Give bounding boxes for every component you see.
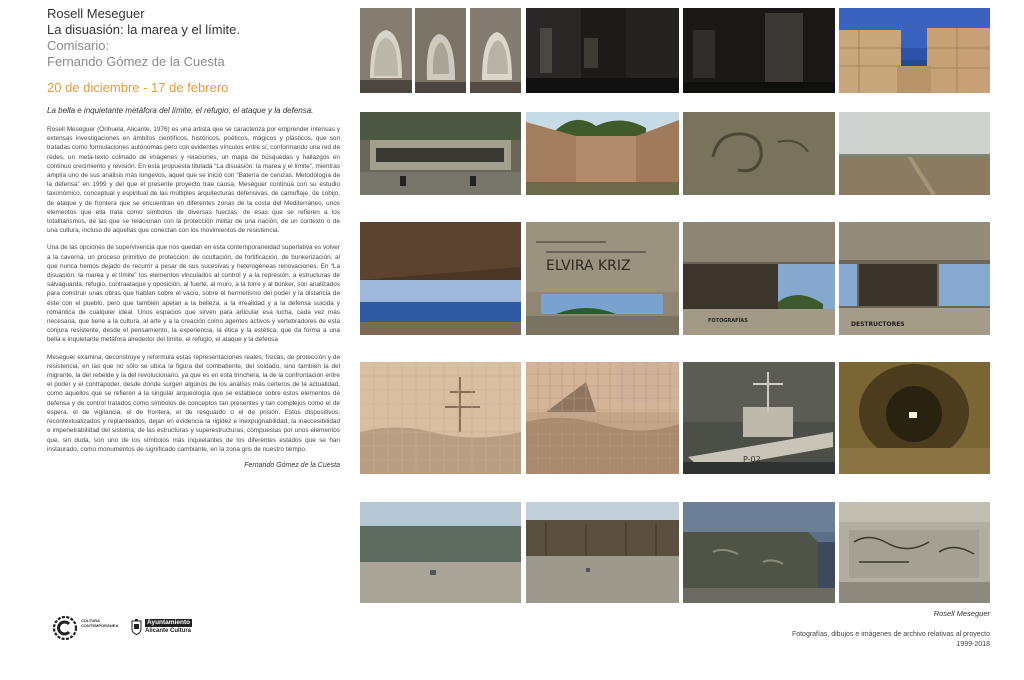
paragraph: Una de las opciones de supervivencia que nos quedan en esta contemporaneidad superlativa es volver a la caverna, un proceso primitivo de protección, de ocultación, de fortificación, de bunkerización, al que nunca hemos dejado de recurrir a pesar de sus sucesivas y heterogéneas renovaciones. En “La disuasión: la marea y el límite” los elementos vinculados al control y a la represión, a estructuras de salvaguarda, refugio, contraataque y oposición, al fuerte, al muro, a la torre y al búnker, son analizados para construir unas obras que hablan sobre el vacío, sobre el hermetismo del poder y la distancia de éste con el pueblo, pero que también apelan a la belleza, a la irrealidad y a la defensa suicida y romántica de cualquier ideal. Unos espacios que sirven para articular esa lucha, cada vez más necesaria, que tiene a la cultura, al arte y a la creación como agentes activos y vertebradores de esta conjura resistente, desde el pensamiento, la experiencia, la ética y la estética, que da forma a una bella e inquietante metáfora alrededor del límite, el refugio, el ataque y la defensa [47,244,340,344]
logos [47,612,247,648]
photo-tunnel-light [839,362,990,474]
photo-graffiti-window-2 [683,222,835,335]
photo-stone-walls-trees [526,112,679,195]
cultura-logo-text [81,618,118,628]
graffiti-text: ELVIRA KRIZ [546,258,631,274]
photo-bunker-window-2 [415,8,466,93]
photo-bunker-window-1 [360,8,412,93]
photo-warship [683,362,835,474]
ayuntamiento-text [145,619,192,635]
cultura-line2: CONTEMPORÁNEA [81,623,119,628]
ayuntamiento-line1: Ayuntamiento [147,619,191,626]
photo-bunker-window-3 [470,8,521,93]
photo-graffiti-window-3 [839,222,990,335]
photo-credits [792,609,990,650]
photo-wall-trench [360,112,521,195]
subtitle: La bella e inquietante metáfora del límite, el refugio, el ataque y la defensa. [47,106,314,115]
curator-name: Fernando Gómez de la Cuesta [47,54,225,69]
photo-coastal-plain [839,112,990,195]
photo-fortress-wall-2 [526,502,679,603]
exhibition-title: La disuasión: la marea y el límite. [47,22,240,37]
photo-drawing-ship-2 [526,362,679,474]
graffiti-text-3: DESTRUCTORES [851,321,905,328]
cultura-contemporanea-logo-icon [52,615,78,641]
credits-years: 1999-2018 [956,641,990,648]
photo-fortress-wall-1 [360,502,521,603]
artist-name: Rosell Meseguer [47,6,145,21]
photo-fortress-wall-3 [683,502,835,603]
curator-label: Comisario: [47,38,110,53]
photo-rock-carving [683,112,835,195]
credits-artist: Rosell Meseguer [933,609,990,618]
paragraph: Meseguer examina, deconstruye y reformula estas representaciones reales, físicas, de protección y de resistencia, en las que no sólo se ubica la figura del combatiente, del soldado, sino también la del migrante, la del rebelde y la del revolucionario, ya que es en esta trinchera, la de la confrontación entre el poder y el contrapoder, desde donde surgen algunos de los análisis más certeros de la actualidad, como aquellos que se refieren a la singular arqueología que se establece sobre estos elementos de defensa y de control tratados como símbolos de conceptos tan presentes y tan complejos como el de espera, el de vigilancia, el de frontera, el de resguardo o el de prisión. Estos dispositivos, recontextualizados y replanteados, dejan en evidencia la rigidez e inexpugnabilidad, la inaccesibilidad e impenetrabilidad del sistema, de las estructuras y superestructuras, compuestas por unos elementos que, sin duda, son uno de los símbolos más inquietantes de los diferentes estados que se han instaurado, como monumentos de significado cambiante, en la zona gris de nuestro tiempo. [47,353,340,453]
exhibition-dates: 20 de diciembre - 17 de febrero [47,80,229,95]
ayuntamiento-shield-icon [131,619,142,635]
photo-sea-through-bunker [360,222,521,335]
photo-drawing-ship-1 [360,362,521,474]
credits-description: Fotografías, dibujos e imágenes de archivo relativas al proyecto [791,631,990,638]
graffiti-text-2: FOTOGRAFÍAS [708,318,748,324]
ayuntamiento-logo [131,617,203,637]
photo-graffiti-wall-4 [839,502,990,603]
photo-battlement-sea [839,8,990,93]
photo-dark-tunnel [526,8,679,93]
ship-number: P-02 [743,455,761,464]
body-text [47,125,340,454]
signature: Fernando Gómez de la Cuesta [244,461,340,469]
ayuntamiento-line2: Alicante Cultura [145,628,192,634]
photo-graffiti-wall-1 [526,222,679,335]
cultura-line1: CULTURA [81,618,101,623]
photo-dark-corridor [683,8,835,93]
text-column [47,6,340,469]
paragraph: Rosell Meseguer (Orihuela, Alicante, 1976) es una artista que se caracteriza por emprender intensas y extensas investigaciones en ámbitos científicos, históricos, poéticos, mágicos y plásticos, que son tratadas como formulaciones autónomas pero con evidentes vínculos entre sí, conformando una red de redes, un meta-texto colmado de imágenes y relaciones, un mapa de búsquedas y hallazgos en continuo crecimiento y revisión. En esta propuesta titulada “La disuasión: la marea y el límite”, mientras amplía uno de sus análisis más longevos, aquel que se inició con “Batería de cenizas. Metodología de la defensa” en 1999 y del que el presente proyecto trae causa, Meseguer continúa con su estudio taxonómico, conceptual y espiritual de las múltiples arquitecturas defensivas, de camuflaje, de cobijo, de ataque y de frontera que se encuentran en diferentes zonas de la costa del Mediterráneo, unos elementos que ella trata como símbolos de diversas fuerzas: de esas que se refieren a los totalitarismos, de las que se relacionan con la protección militar de una nación, de un contexto o de una cultura, incluso de aquellas que conectan con los movimientos de resistencia. [47,126,340,235]
